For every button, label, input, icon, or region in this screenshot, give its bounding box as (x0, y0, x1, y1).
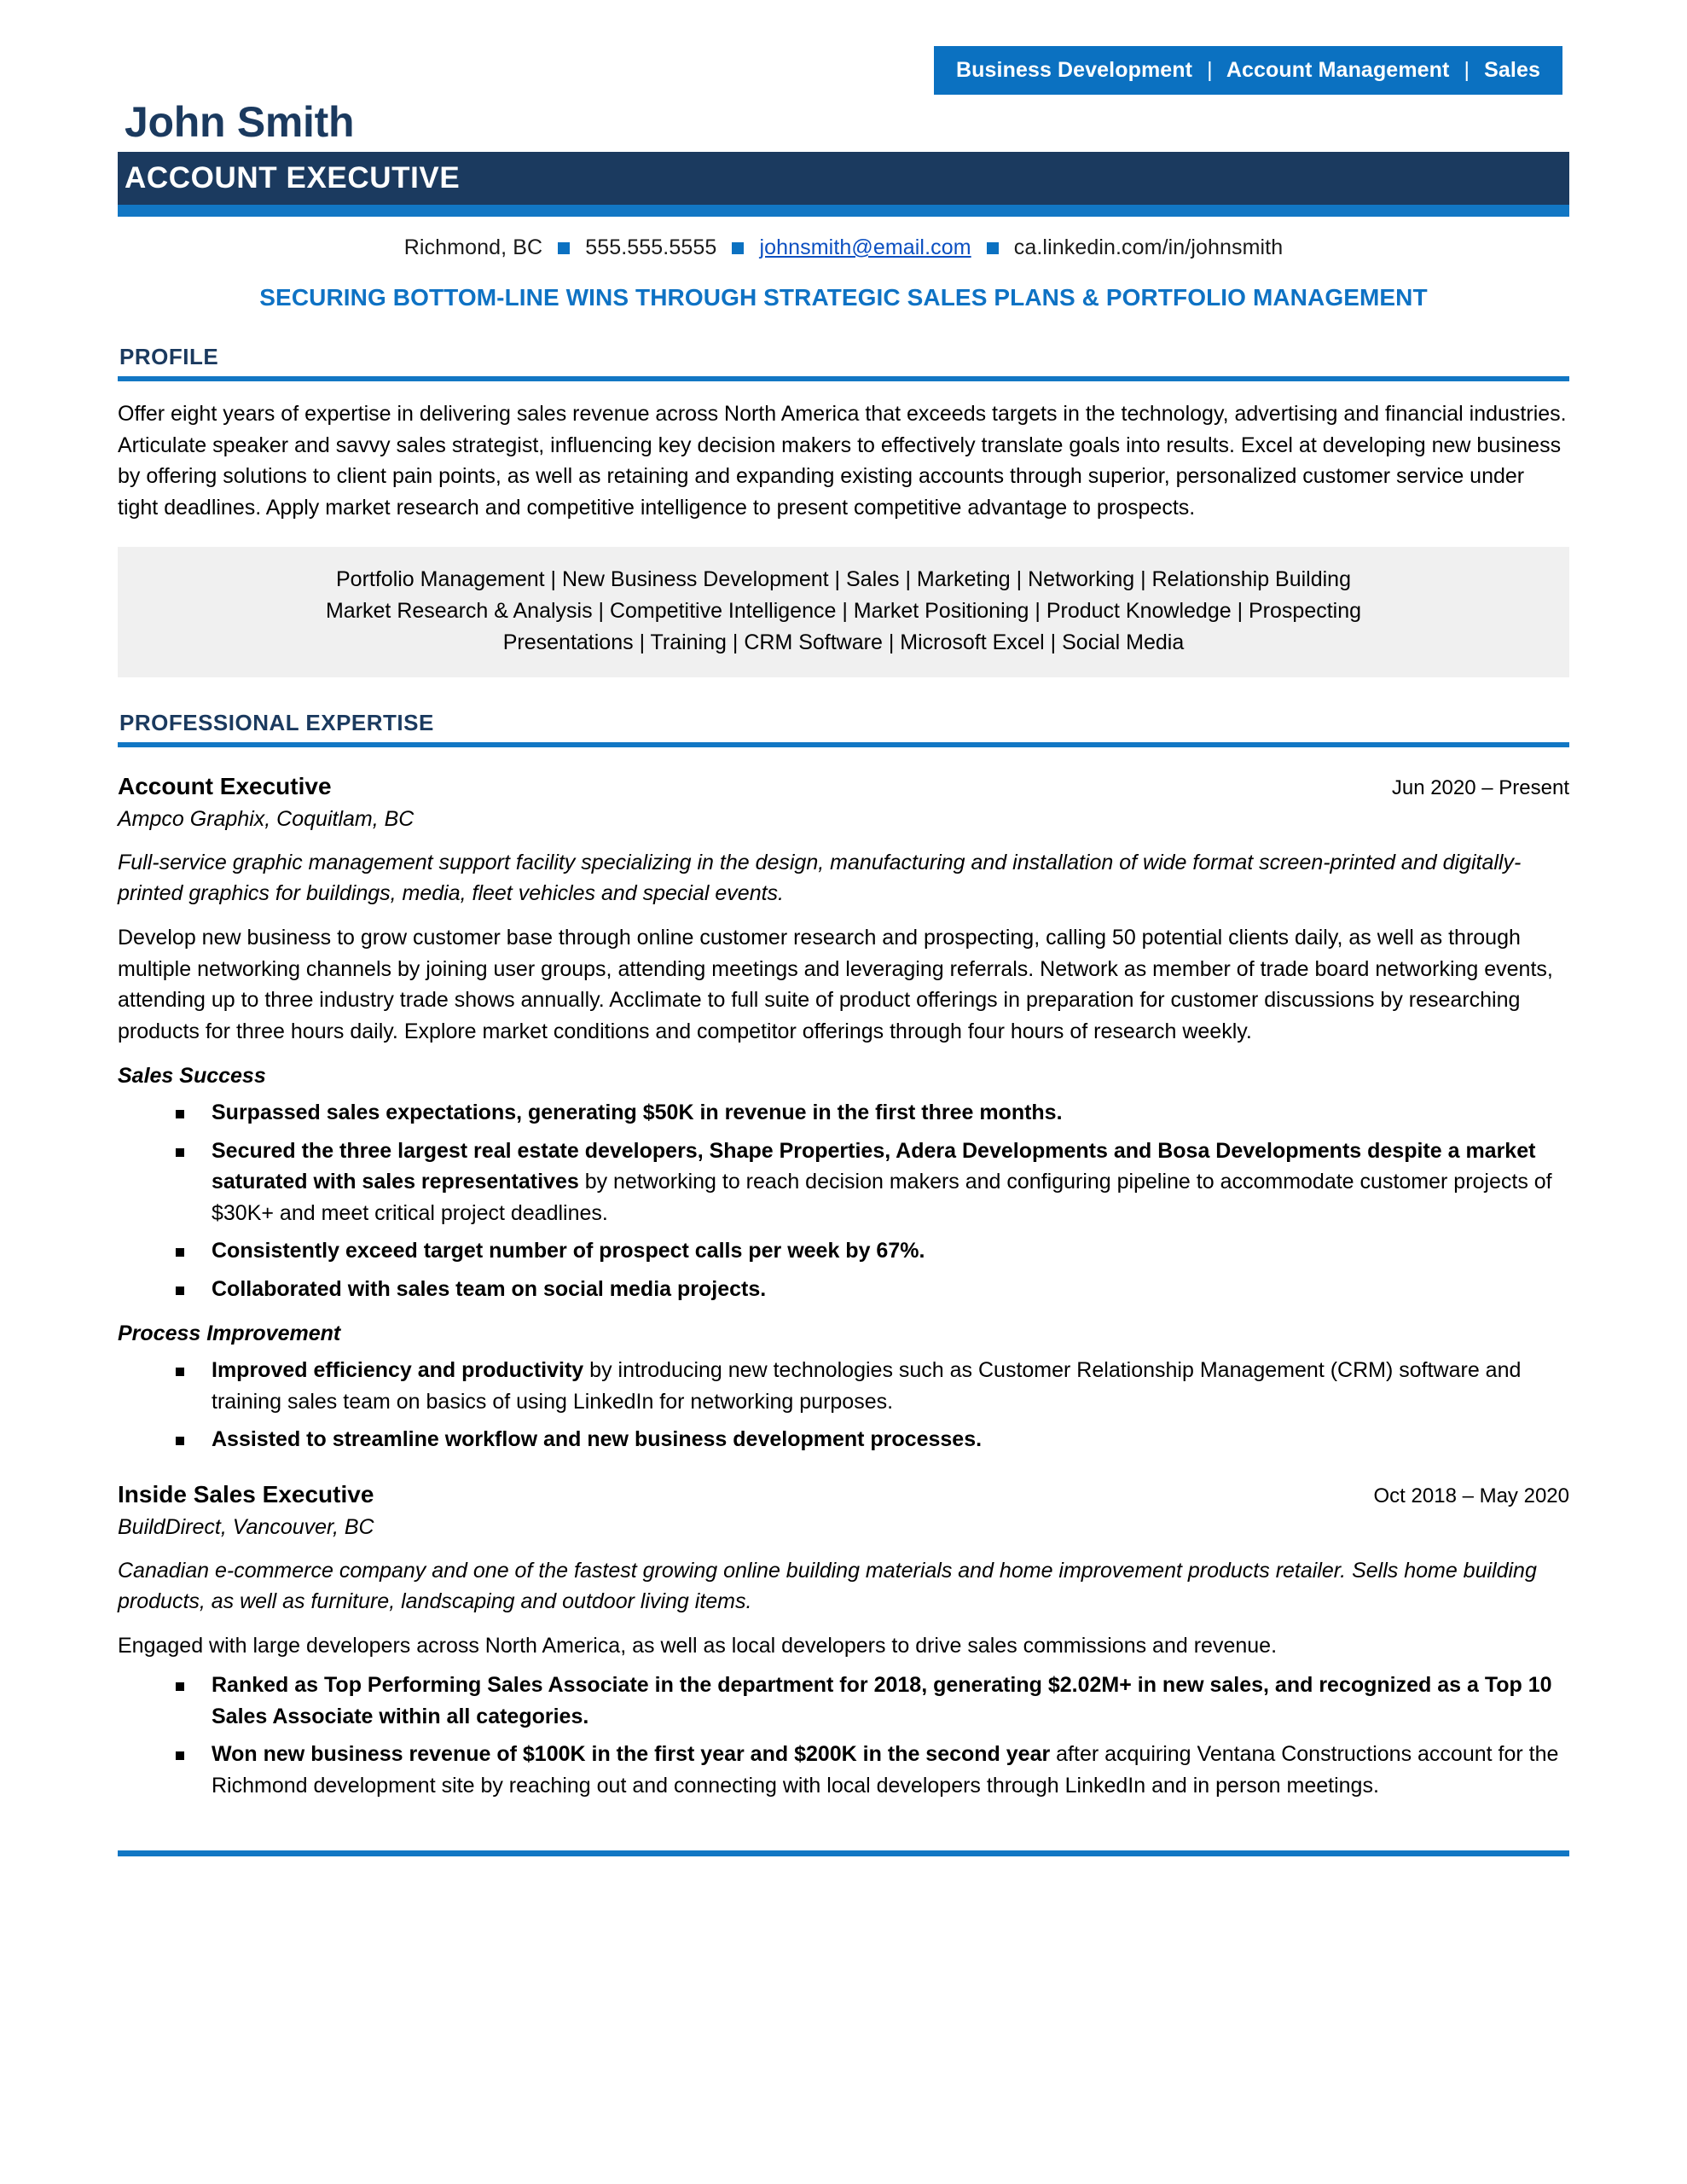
section-rule (118, 742, 1569, 747)
achievement-highlight: Consistently exceed target number of prospect calls per week by 67%. (212, 1239, 925, 1263)
experience-company: Ampco Graphix, Coquitlam, BC (118, 807, 415, 831)
achievement-highlight: Collaborated with sales team on social media projects. (212, 1276, 767, 1301)
achievement-highlight: Ranked as Top Performing Sales Associate in the department for 2018, generating $2.02M+ in new sales, and recognized as a Top 10 Sales Associate within all categories. (212, 1673, 1552, 1728)
experience-subsection-heading: Process Improvement (118, 1321, 341, 1345)
achievement-item (171, 1355, 1569, 1417)
specialties-banner (934, 46, 1562, 95)
header-accent-rule (118, 205, 1569, 217)
contact-line (118, 217, 1569, 260)
experience-company-description: Canadian e-commerce company and one of the fastest growing online building materials and home improvement products retailer. Sells home building products, as well as furniture, landscaping and outdoor living items. (118, 1558, 1537, 1613)
achievement-list (118, 1355, 1569, 1455)
experience-dates: Oct 2018 – May 2020 (1373, 1484, 1569, 1507)
skills-row: Market Research & Analysis | Competitive Intelligence | Market Positioning | Product Knowledge | Prospecting (325, 599, 1362, 623)
achievement-item (171, 1235, 1569, 1267)
contact-email-link[interactable]: johnsmith@email.com (759, 235, 971, 259)
experience-company-description: Full-service graphic management support facility specializing in the design, manufacturing and installation of wide format screen-printed and digitally-printed graphics for buildings, media, fleet vehicles and special events. (118, 851, 1522, 905)
experience-job-title: Account Executive (118, 773, 332, 799)
experience-entry-header (118, 1481, 1569, 1508)
achievement-detail: after acquiring Ventana Constructions account for the Richmond development site by reaching out and connecting with local developers through LinkedIn and in person meetings. (212, 1742, 1559, 1798)
section-heading-expertise (118, 710, 1569, 747)
square-separator-icon (732, 242, 744, 254)
section-rule (118, 376, 1569, 381)
experience-dates: Jun 2020 – Present (1391, 776, 1569, 799)
experience-job-title: Inside Sales Executive (118, 1480, 374, 1507)
achievement-item (171, 1097, 1569, 1129)
contact-linkedin: ca.linkedin.com/in/johnsmith (1013, 235, 1284, 259)
achievement-detail: by networking to reach decision makers and configuring pipeline to accommodate customer projects of $30K+ and meet critical project deadlines. (212, 1170, 1552, 1225)
achievement-item (171, 1739, 1569, 1801)
core-competencies-box (118, 547, 1569, 677)
achievement-list (118, 1670, 1569, 1801)
specialty-separator-2: | (1464, 58, 1470, 82)
achievement-highlight: Surpassed sales expectations, generating $50K in revenue in the first three months. (212, 1101, 1063, 1124)
square-separator-icon (558, 242, 570, 254)
achievement-highlight: Won new business revenue of $100K in the first year and $200K in the second year (212, 1742, 1051, 1766)
job-title-band (118, 152, 1569, 205)
candidate-job-title: ACCOUNT EXECUTIVE (125, 161, 461, 195)
resume-header (118, 0, 1569, 217)
candidate-name: John Smith (125, 98, 355, 146)
achievement-list (118, 1097, 1569, 1304)
experience-entry-header (118, 773, 1569, 800)
achievement-highlight: Secured the three largest real estate developers, Shape Properties, Adera Developments and Bosa Developments despite a market saturated with sales representatives (212, 1138, 1536, 1194)
specialty-business-development: Business Development (956, 58, 1193, 82)
achievement-item (171, 1136, 1569, 1229)
contact-location: Richmond, BC (403, 235, 543, 259)
specialty-account-management: Account Management (1226, 58, 1450, 82)
experience-list (118, 773, 1569, 1801)
profile-text: Offer eight years of expertise in delivering sales revenue across North America that exceeds targets in the technology, advertising and financial industries. Articulate speaker and savvy sales strategist, influencing key decision makers to effectively translate goals into results. Excel at developing new business by offering solutions to client pain points, as well as retaining and expanding existing accounts through superior, personalized customer service under tight deadlines. Apply market research and competitive intelligence to present competitive advantage to prospects. (118, 402, 1567, 520)
achievement-item (171, 1274, 1569, 1305)
contact-phone: 555.555.5555 (585, 235, 717, 259)
experience-entry (118, 1481, 1569, 1802)
achievement-item (171, 1424, 1569, 1455)
experience-entry (118, 773, 1569, 1455)
specialty-sales: Sales (1484, 58, 1540, 82)
experience-summary: Engaged with large developers across North America, as well as local developers to drive sales commissions and revenue. (118, 1633, 1278, 1658)
achievement-item (171, 1670, 1569, 1732)
square-separator-icon (987, 242, 999, 254)
experience-company: BuildDirect, Vancouver, BC (118, 1514, 374, 1539)
skills-row: Presentations | Training | CRM Software | Microsoft Excel | Social Media (502, 630, 1185, 654)
footer-rule (118, 1850, 1569, 1856)
professional-headline: SECURING BOTTOM-LINE WINS THROUGH STRATEGIC SALES PLANS & PORTFOLIO MANAGEMENT (259, 284, 1428, 311)
achievement-detail: by introducing new technologies such as Customer Relationship Management (CRM) software and training sales team on basics of using LinkedIn for networking purposes. (212, 1358, 1522, 1414)
specialties-text (956, 58, 1540, 83)
section-heading-profile (118, 344, 1569, 381)
achievement-highlight: Improved efficiency and productivity (212, 1358, 584, 1382)
section-title-profile: PROFILE (119, 344, 219, 369)
section-title-expertise: PROFESSIONAL EXPERTISE (119, 710, 434, 735)
achievement-highlight: Assisted to streamline workflow and new business development processes. (212, 1427, 983, 1451)
experience-subsection-heading: Sales Success (118, 1064, 266, 1088)
experience-summary: Develop new business to grow customer base through online customer research and prospecting, calling 50 potential clients daily, as well as through multiple networking channels by joining user groups, attending meetings and leveraging referrals. Network as member of trade board networking events, attending up to three industry trade shows annually. Acclimate to full suite of product offerings in preparation for customer discussions by researching products for three hours daily. Explore market conditions and competitor offerings through four hours of research weekly. (118, 926, 1553, 1043)
specialty-separator-1: | (1207, 58, 1213, 82)
skills-row: Portfolio Management | New Business Development | Sales | Marketing | Networking | Relationship Building (336, 567, 1351, 591)
